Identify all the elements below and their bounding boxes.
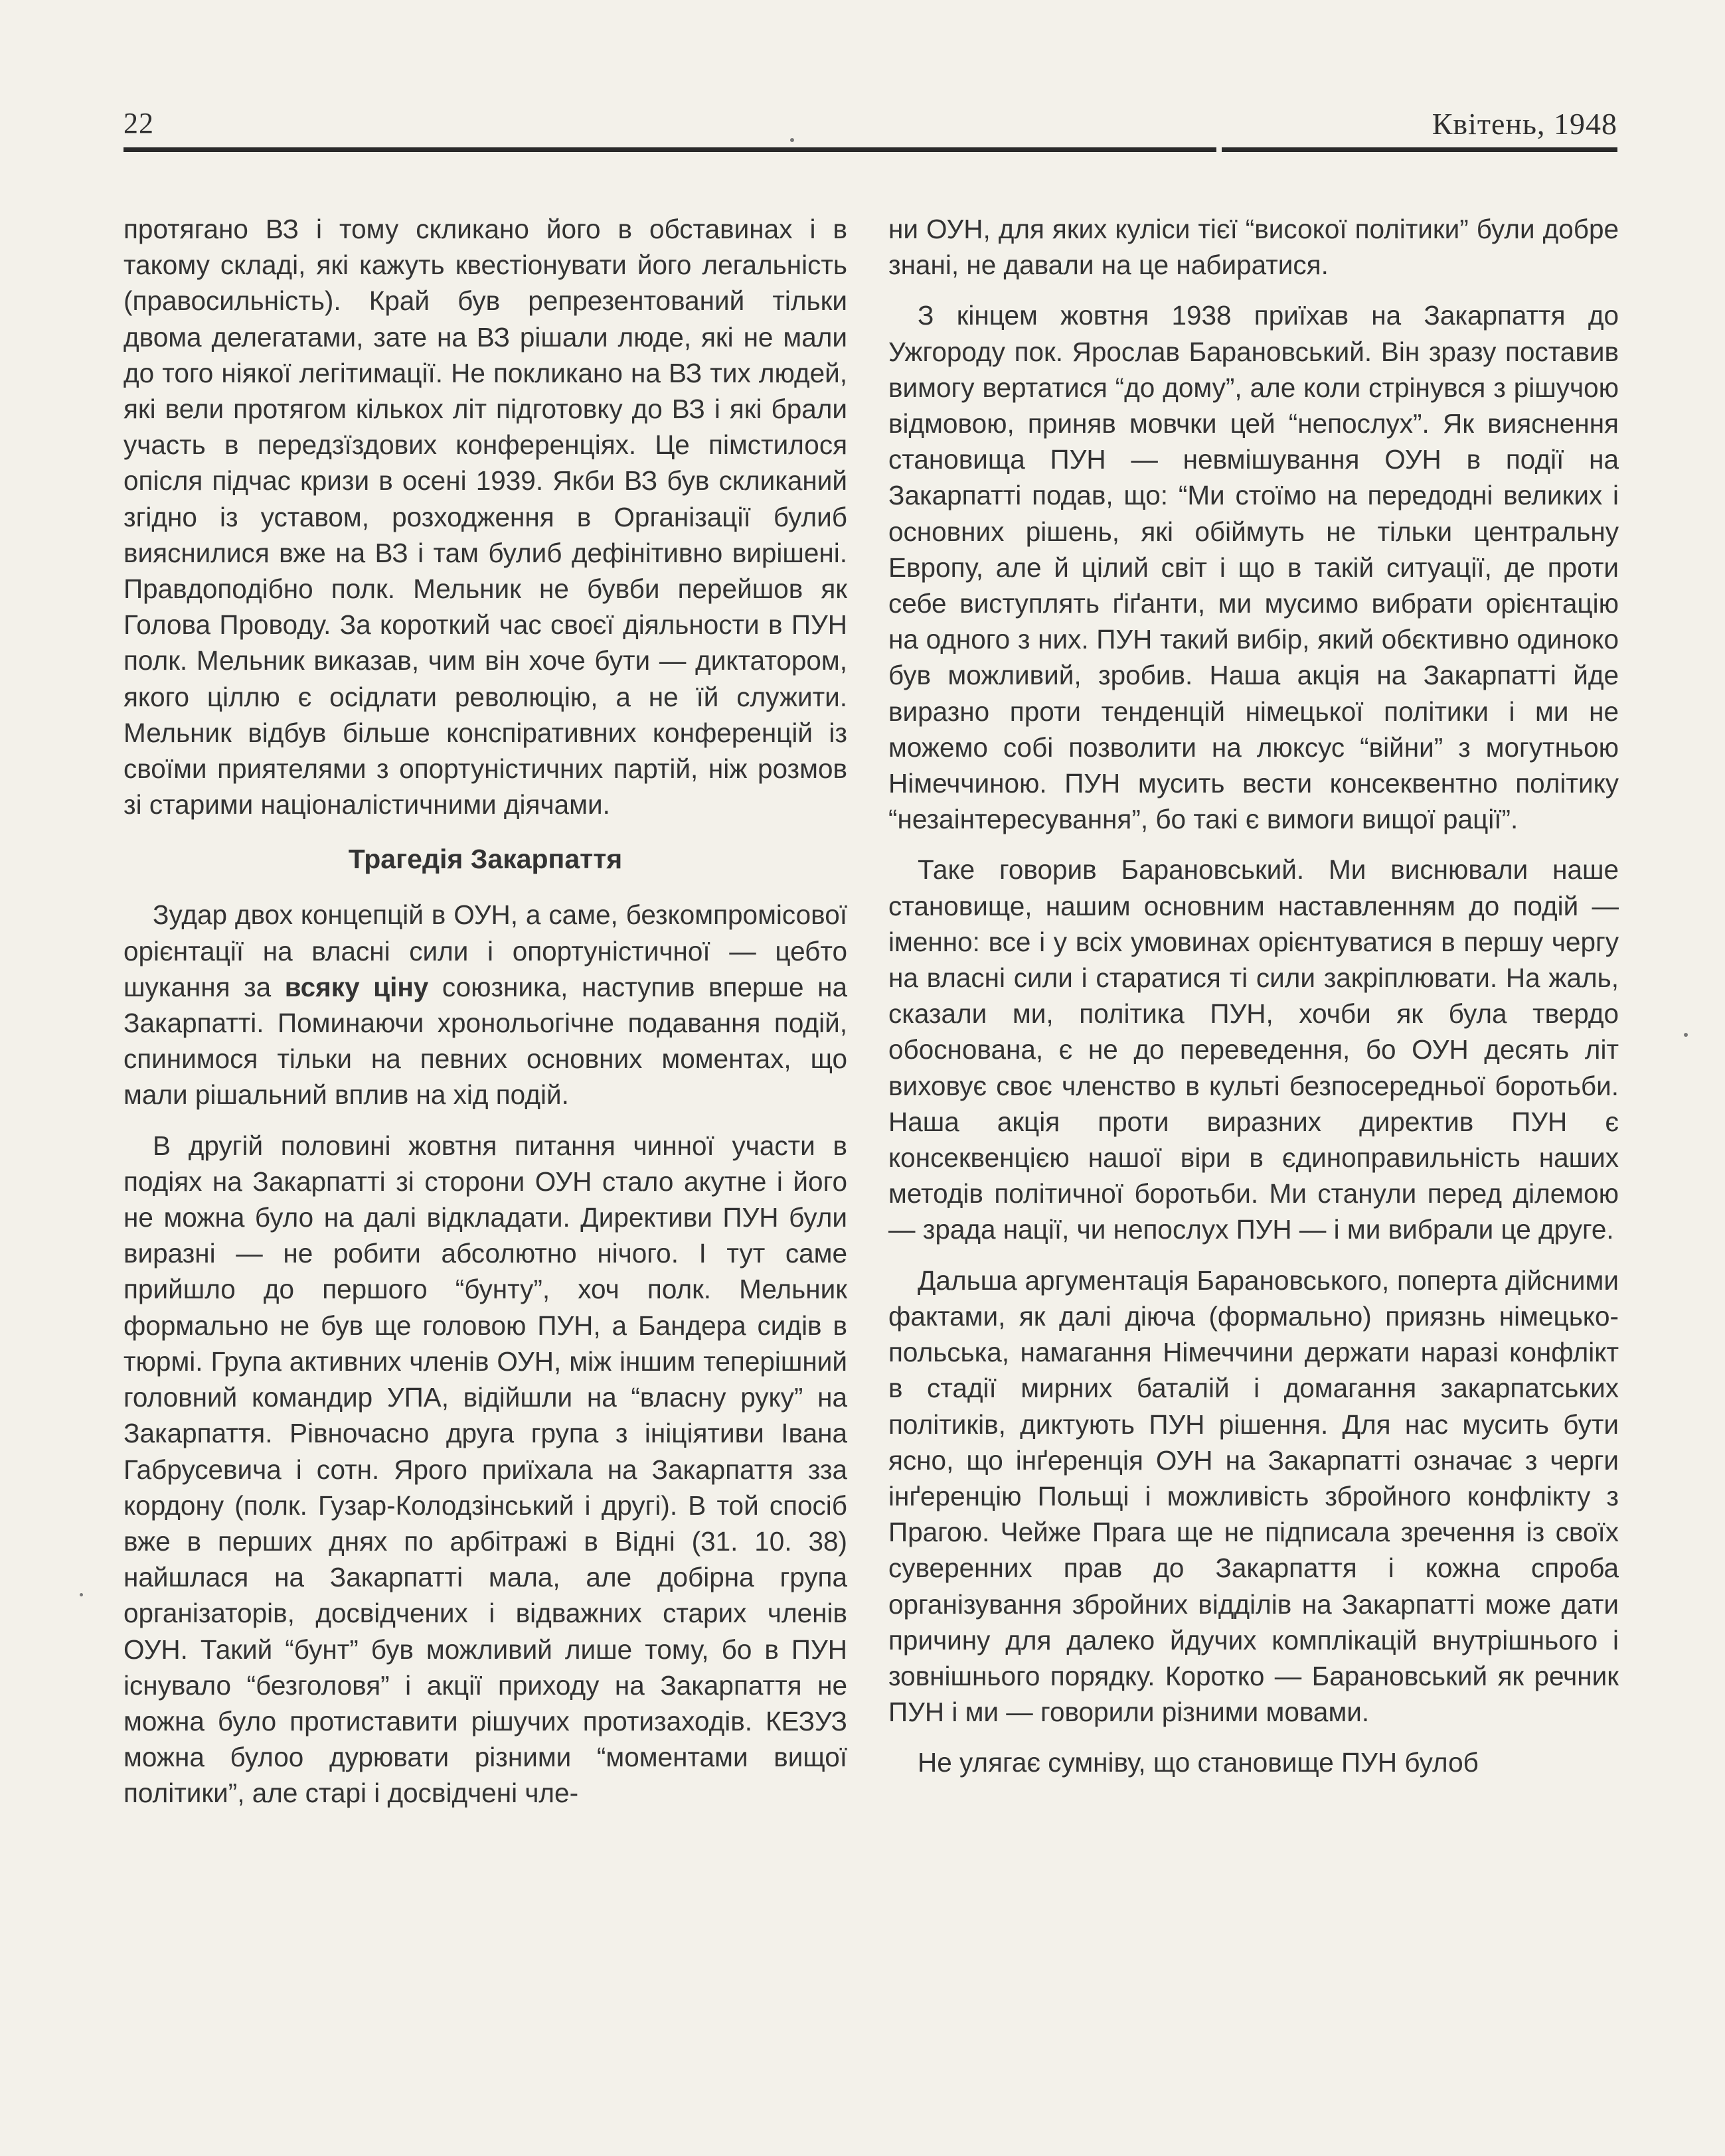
left-paragraph-3: В другій половині жовтня питання чинної участи в подіях на Закарпатті зі сторони ОУН стало акутне і його не можна було на далі відкладати. Директиви ПУН були виразні — не робити абсолютно нічого. І тут саме прийшло до першого “бунту”, хоч полк. Мельник формально не був ще головою ПУН, а Бандера сидів в тюрмі. Група активних членів ОУН, між іншим теперішний головний командир УПА, відійшли на “власну руку” на Закарпаття. Рівночасно друга група з ініціятиви Івана Габрусевича і сотн. Ярого приїхала на Закарпаття зза кордону (полк. Гузар-Колодзінський і другі). В той спосіб вже в перших днях по арбітражі в Відні (31. 10. 38) найшлася на Закарпатті мала, але добірна група організаторів, досвідчених і відважних старих членів ОУН. Такий “бунт” був можливий лише тому, бо в ПУН існувало “безголовя” і акції приходу на Закарпаття не можна було протиставити рішучих протизаходів. КЕЗУЗ можна булоо дурювати різними “моментами вищої політики”, але старі і досвідчені чле- xyxy=(123,1130,847,1809)
right-paragraph-4: Дальша аргументація Барановського, поперта дійсними фактами, як далі діюча (формально) приязнь німецько-польська, намагання Німеччини держати наразі конфлікт в стадії мирних баталій і домагання закарпатських політиків, диктують ПУН рішення. Для нас мусить бути ясно, що інґеренція ОУН на Закарпатті означає з черги інґеренцію Польщі і можливість збройного конфлікту з Прагою. Чейже Прага ще не підписала зречення із своїх суверенних прав до Закарпаття і кожна спроба організування збройних відділів на Закарпатті може дати причину для далеко йдучих комплікацій внутрішнього і зовнішнього порядку. Коротко — Барановський як речник ПУН і ми — говорили різними мовами. xyxy=(888,1265,1619,1728)
issue-date: Квітень, 1948 xyxy=(1432,107,1617,141)
page-header xyxy=(123,100,1617,153)
print-speck xyxy=(1684,1033,1688,1037)
page-number: 22 xyxy=(123,107,154,139)
right-paragraph-2: З кінцем жовтня 1938 приїхав на Закарпаття до Ужгороду пок. Ярослав Барановський. Він зразу поставив вимогу вертатися “до дому”, але коли стрінувся з рішучою відмовою, приняв мовчки цей “непослух”. Як вияснення становища ПУН — невмішування ОУН в події на Закарпатті подав, що: “Ми стоїмо на передодні великих і основних рішень, які обіймуть не тільки центральну Европу, але й цілий світ і що в такій ситуації, де проти себе виступлять ґіґанти, ми мусимо вибрати орієнтацію на одного з них. ПУН такий вибір, який обєктивно одиноко був можливий, зробив. Наша акція на Закарпатті йде виразно проти тенденцій німецької політики і ми не можемо собі позволити на люксус “війни” з могутньою Німеччиною. ПУН мусить вести консеквентно політику “незаінтересування”, бо такі є вимоги вищої рації”. xyxy=(888,300,1619,835)
left-column xyxy=(123,211,847,1826)
left-paragraph-2-end: союзника, наступив вперше на Закарпатті. Поминаючи хронольогічне подавання подій, спинимося тільки на певних основних моментах, що мали рішальний вплив на хід подій. xyxy=(123,971,847,1111)
left-paragraph-1: протягано ВЗ і тому скликано його в обставинах і в такому складі, які кажуть квестіонувати його легальність (правосильність). Край був репрезентований тільки двома делегатами, зате на ВЗ рішали люде, які не мали до того ніякої легітимації. Не покликано на ВЗ тих людей, які вели протягом кількох літ підготовку до ВЗ і які брали участь в передзїздових конференціях. Це пімстилося опісля підчас кризи в осені 1939. Якби ВЗ був скликаний згідно із уставом, розходження в Організації булиб вияснилися вже на ВЗ і там булиб дефінітивно вирішені. Правдоподібно полк. Мельник не бувби перейшов як Голова Проводу. За короткий час своєї діяльности в ПУН полк. Мельник виказав, чим він хоче бути — диктатором, якого ціллю є осідлати революцію, а не їй служити. Мельник відбув більше конспіративних конференцій із своїми приятелями з опортуністичних партій, ніж розмов зі старими націоналістичними діячами. xyxy=(123,214,847,820)
header-rule-right xyxy=(1222,147,1617,152)
right-paragraph-1: ни ОУН, для яких куліси тієї “високої політики” були добре знані, не давали на це набиратися. xyxy=(888,214,1619,281)
right-paragraph-5: Не улягає сумніву, що становище ПУН булоб xyxy=(918,1747,1479,1778)
print-speck xyxy=(80,1593,83,1596)
left-paragraph-2-start: Зудар двох концепцій в ОУН, а саме, безкомпромісової орієнтації на власні сили і опортуністичної — цебто шукання за xyxy=(123,899,847,1002)
left-paragraph-2 xyxy=(123,897,847,1113)
print-speck xyxy=(790,138,794,142)
emphasized-phrase: всяку ціну xyxy=(284,971,429,1002)
right-paragraph-3: Таке говорив Барановський. Ми виснювали наше становище, нашим основним наставленням до подій — іменно: все і у всіх умовинах орієнтуватися в першу чергу на власні сили і старатися ті сили закріплювати. На жаль, сказали ми, політика ПУН, хочби як була твердо обоснована, є не до переведення, бо ОУН десять літ виховує своє членство в культі безпосередньої боротьби. Наша акція проти виразних директив ПУН є консеквенцією нашої віри в єдиноправильність наших методів політичної боротьби. Ми станули перед ділемою — зрада нації, чи непослух ПУН — і ми вибрали це друге. xyxy=(888,854,1619,1245)
header-rule-left xyxy=(123,147,1216,152)
section-title: Трагедія Закарпаття xyxy=(348,844,623,875)
right-column xyxy=(888,211,1619,1796)
